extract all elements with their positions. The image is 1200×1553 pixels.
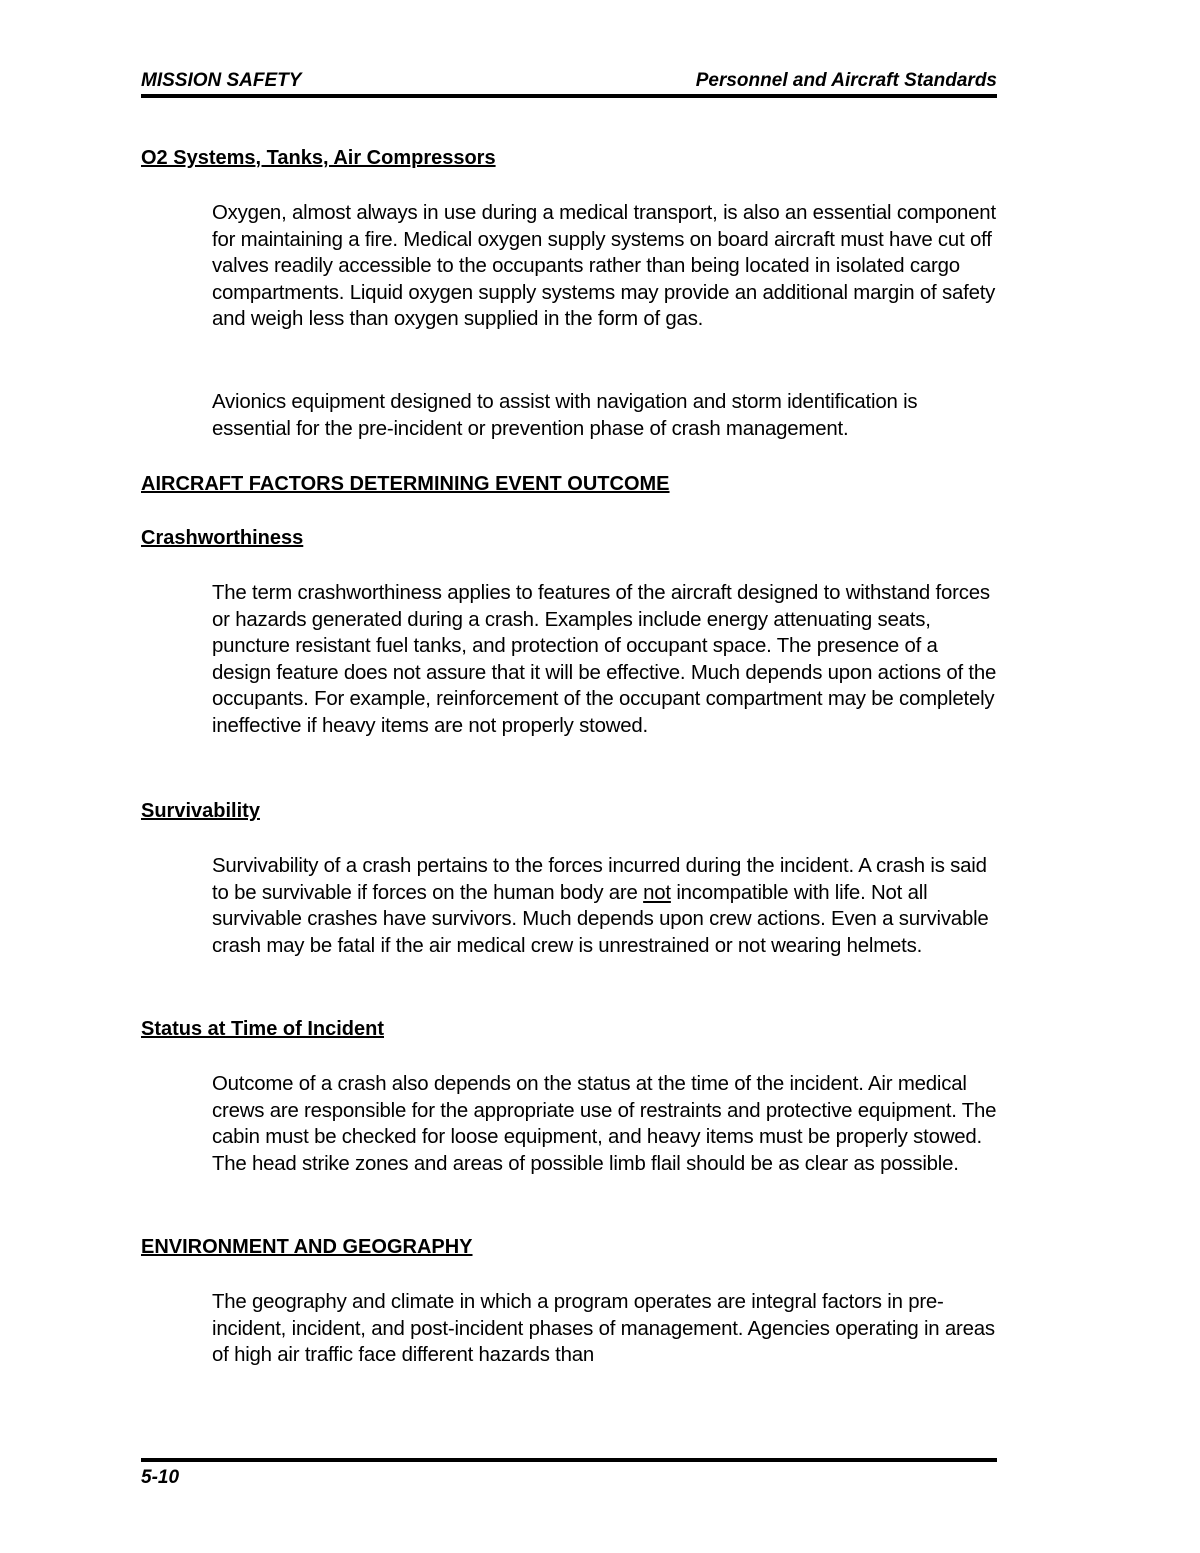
paragraph-survivability-text <box>212 853 998 959</box>
header-section-title: MISSION SAFETY <box>141 70 302 91</box>
survivability-emphasis-not: not <box>643 881 671 904</box>
heading-survivability: Survivability <box>141 800 260 822</box>
survivability-text-after: incompatible with life. Not all survivable crashes have survivors. Much depends upon crew actions. Even a survivable crash may be fatal if the air medical crew is unrestrained or not wearing helmets. <box>212 881 989 957</box>
paragraph-avionics-text: Avionics equipment designed to assist with navigation and storm identification is essential for the pre-incident or prevention phase of crash management. <box>212 391 918 440</box>
header-rule <box>141 94 997 98</box>
paragraph-crashworthiness-text: The term crashworthiness applies to features of the aircraft designed to withstand forces or hazards generated during a crash. Examples include energy attenuating seats, puncture resistant fuel tanks, and protection of occupant space. The presence of a design feature does not assure that it will be effective. Much depends upon actions of the occupants. For example, reinforcement of the occupant compartment may be completely ineffective if heavy items are not properly stowed. <box>212 582 997 737</box>
paragraph-oxygen-text: Oxygen, almost always in use during a medical transport, is also an essential component for maintaining a fire. Medical oxygen supply systems on board aircraft must have cut off valves readily accessible to the occupants rather than being located in isolated cargo compartments. Liquid oxygen supply systems may provide an additional margin of safety and weigh less than oxygen supplied in the form of gas. <box>212 202 996 331</box>
paragraph-survivability <box>212 853 998 959</box>
page-number: 5-10 <box>141 1467 180 1488</box>
heading-environment-geography: ENVIRONMENT AND GEOGRAPHY <box>141 1236 473 1258</box>
footer-rule <box>141 1458 997 1462</box>
paragraph-environment-text: The geography and climate in which a program operates are integral factors in pre-incident, incident, and post-incident phases of management. Agencies operating in areas of high air traffic face different hazards than <box>212 1291 995 1367</box>
survivability-text-before: Survivability of a crash pertains to the forces incurred during the incident. A crash is said to be survivable if forces on the human body are <box>212 855 987 904</box>
paragraph-avionics <box>212 389 998 442</box>
heading-status-at-time-of-incident: Status at Time of Incident <box>141 1018 384 1040</box>
header-chapter-title: Personnel and Aircraft Standards <box>695 70 997 91</box>
paragraph-crashworthiness <box>212 580 998 740</box>
paragraph-status-text: Outcome of a crash also depends on the status at the time of the incident. Air medical crews are responsible for the appropriate use of restraints and protective equipment. The cabin must be checked for loose equipment, and heavy items must be properly stowed. The head strike zones and areas of possible limb flail should be as clear as possible. <box>212 1073 997 1175</box>
heading-aircraft-factors: AIRCRAFT FACTORS DETERMINING EVENT OUTCOME <box>141 473 670 495</box>
paragraph-status <box>212 1071 998 1177</box>
heading-o2-systems: O2 Systems, Tanks, Air Compressors <box>141 147 496 169</box>
heading-crashworthiness: Crashworthiness <box>141 527 304 549</box>
paragraph-oxygen <box>212 200 998 333</box>
paragraph-environment <box>212 1289 998 1369</box>
